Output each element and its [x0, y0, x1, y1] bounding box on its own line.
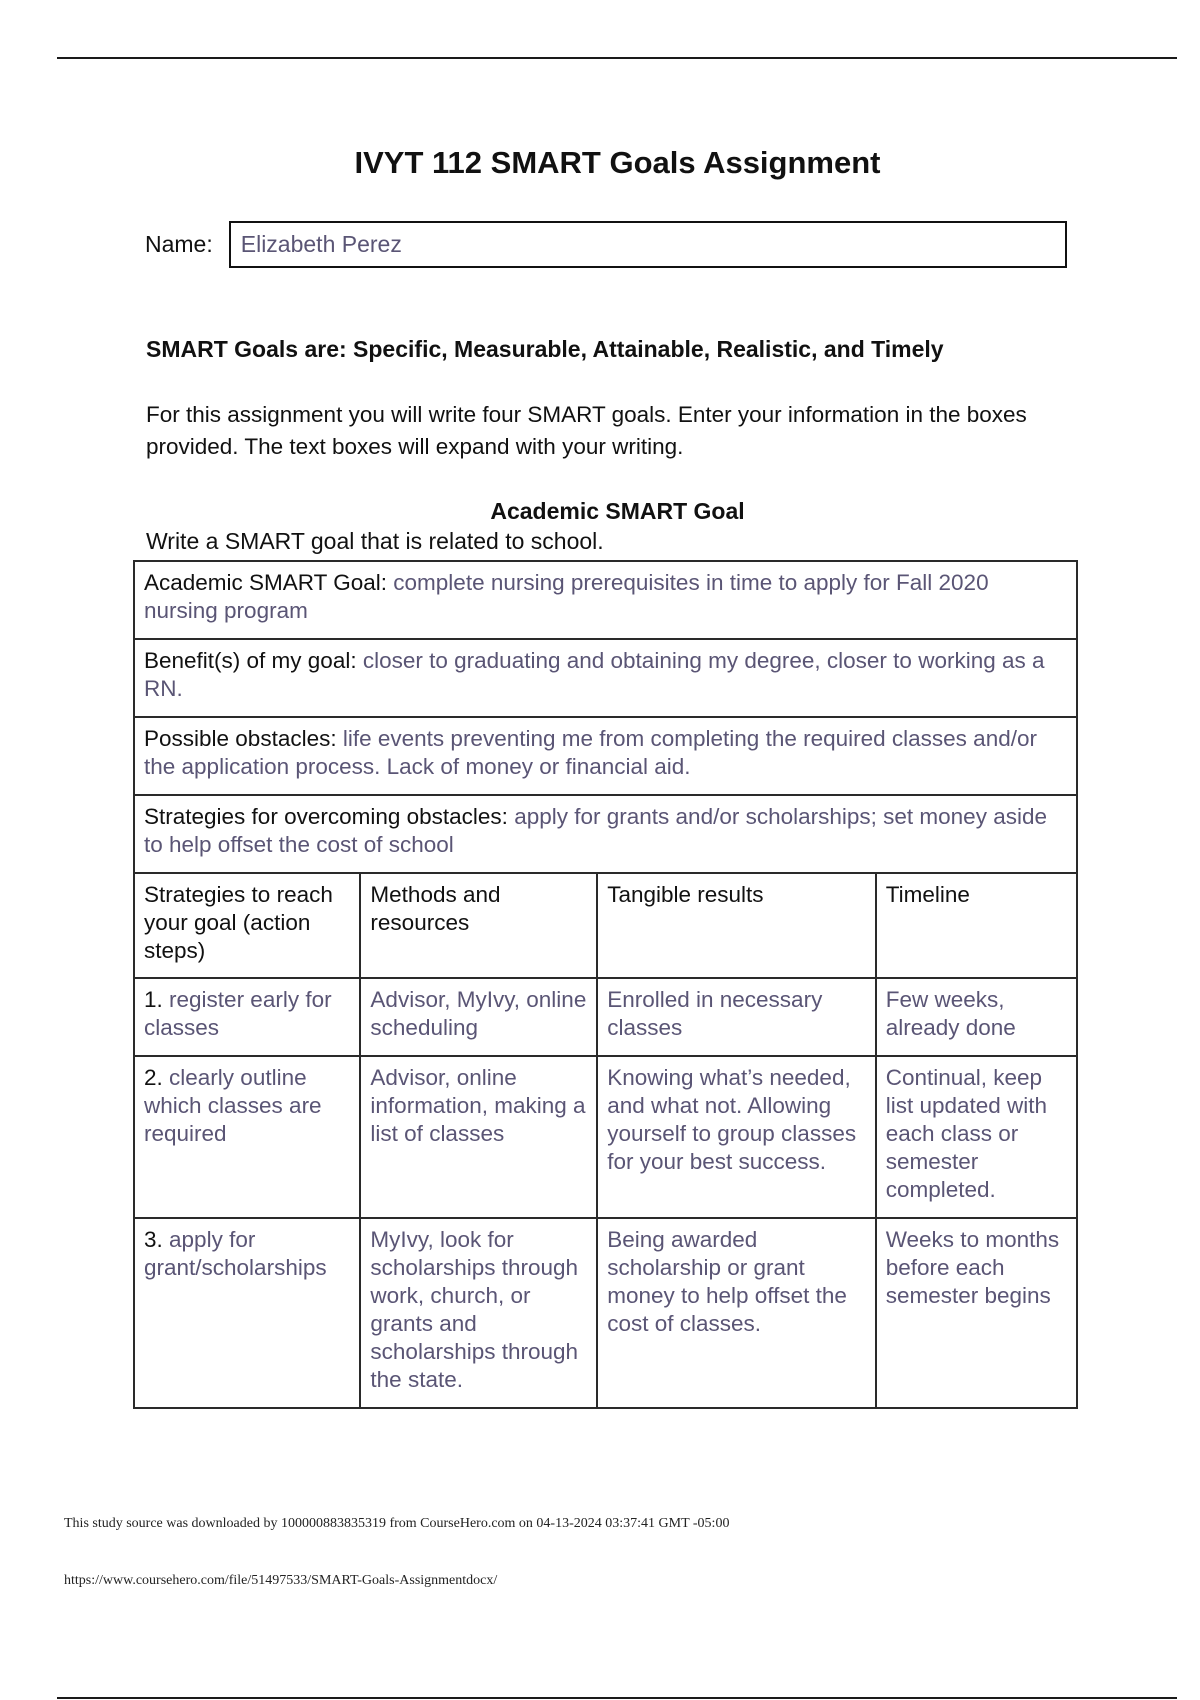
step-row — [134, 978, 1077, 1056]
academic-goal-table — [133, 560, 1078, 1409]
step-row — [134, 1056, 1077, 1218]
step-row — [134, 1218, 1077, 1408]
benefit-label: Benefit(s) of my goal: — [144, 648, 357, 673]
section-subtitle: Write a SMART goal that is related to school. — [146, 528, 604, 554]
obstacles-row — [134, 717, 1077, 795]
name-field[interactable]: Elizabeth Perez — [229, 221, 1067, 268]
goal-value: complete nursing prerequisites in time to apply for Fall 2020 nursing program — [144, 570, 989, 623]
step-results[interactable]: Knowing what’s needed, and what not. Allowing yourself to group classes for your best success. — [597, 1056, 876, 1218]
goal-row — [134, 561, 1077, 639]
benefit-row — [134, 639, 1077, 717]
benefit-cell[interactable] — [134, 639, 1077, 717]
step-strategy: clearly outline which classes are required — [144, 1065, 322, 1146]
steps-header-row — [134, 873, 1077, 978]
step-results[interactable]: Being awarded scholarship or grant money to help offset the cost of classes. — [597, 1218, 876, 1408]
step-timeline[interactable]: Weeks to months before each semester begins — [876, 1218, 1077, 1408]
step-number: 1. — [144, 987, 163, 1012]
step-timeline[interactable]: Few weeks, already done — [876, 978, 1077, 1056]
goal-label: Academic SMART Goal: — [144, 570, 388, 595]
obstacles-cell[interactable] — [134, 717, 1077, 795]
step-timeline[interactable]: Continual, keep list updated with each class or semester completed. — [876, 1056, 1077, 1218]
step-methods[interactable]: Advisor, online information, making a list of classes — [360, 1056, 597, 1218]
header-results: Tangible results — [597, 873, 876, 978]
step-results[interactable]: Enrolled in necessary classes — [597, 978, 876, 1056]
step-strategy: apply for grant/scholarships — [144, 1227, 327, 1280]
source-url: https://www.coursehero.com/file/51497533/SMART-Goals-Assignmentdocx/ — [64, 1573, 498, 1588]
step-number: 2. — [144, 1065, 163, 1090]
step-strategy-cell[interactable] — [134, 978, 360, 1056]
header-methods: Methods and resources — [360, 873, 597, 978]
name-row — [145, 221, 1067, 268]
obstacles-label: Possible obstacles: — [144, 726, 337, 751]
step-methods[interactable]: Advisor, MyIvy, online scheduling — [360, 978, 597, 1056]
step-strategy: register early for classes — [144, 987, 332, 1040]
download-notice: This study source was downloaded by 100000883835319 from CourseHero.com on 04-13-2024 03:37:41 GMT -05:00 — [64, 1516, 730, 1531]
page-title: IVYT 112 SMART Goals Assignment — [354, 145, 881, 180]
overcoming-value: apply for grants and/or scholarships; set money aside to help offset the cost of school — [144, 804, 1047, 857]
header-timeline: Timeline — [876, 873, 1077, 978]
section-title: Academic SMART Goal — [490, 498, 745, 524]
overcoming-label: Strategies for overcoming obstacles: — [144, 804, 508, 829]
step-methods[interactable]: MyIvy, look for scholarships through work, church, or grants and scholarships through the state. — [360, 1218, 597, 1408]
smart-definition: SMART Goals are: Specific, Measurable, Attainable, Realistic, and Timely — [146, 336, 944, 362]
name-label: Name: — [145, 231, 213, 257]
top-rule — [57, 57, 1177, 59]
benefit-value: closer to graduating and obtaining my degree, closer to working as a RN. — [144, 648, 1045, 701]
assignment-instructions: For this assignment you will write four SMART goals. Enter your information in the boxes provided. The text boxes will expand with your writing. — [146, 402, 1027, 459]
overcoming-cell[interactable] — [134, 795, 1077, 873]
step-strategy-cell[interactable] — [134, 1056, 360, 1218]
header-strategies: Strategies to reach your goal (action steps) — [134, 873, 360, 978]
bottom-rule — [57, 1697, 1177, 1699]
obstacles-value: life events preventing me from completing the required classes and/or the application process. Lack of money or financial aid. — [144, 726, 1037, 779]
step-number: 3. — [144, 1227, 163, 1252]
overcoming-row — [134, 795, 1077, 873]
goal-cell[interactable] — [134, 561, 1077, 639]
step-strategy-cell[interactable] — [134, 1218, 360, 1408]
